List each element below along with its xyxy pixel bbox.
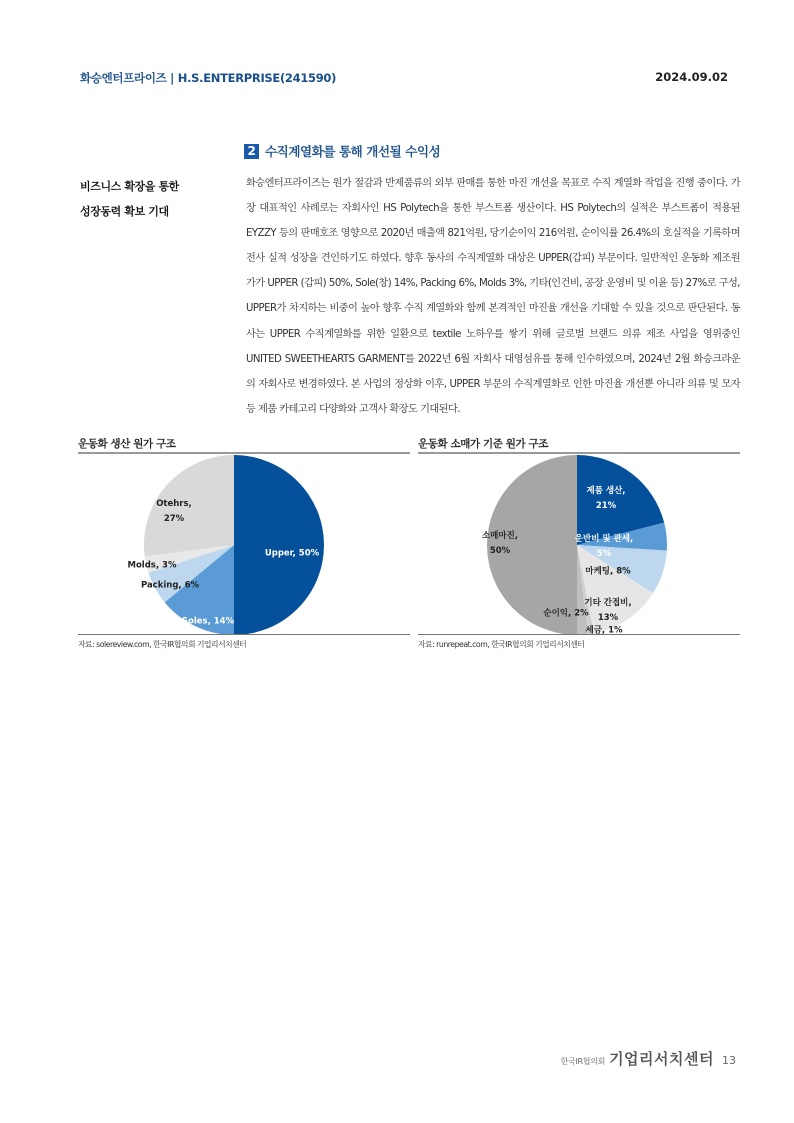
pie-slice-label: 기타 간접비, 13%: [584, 598, 632, 623]
chart-source: 자료: solereview.com, 한국IR협의회 기업리서치센터: [78, 640, 247, 649]
pie-slice-label: Otehrs, 27%: [156, 499, 192, 524]
chart-title: 운동화 소매가 기준 원가 구조: [418, 438, 548, 450]
footer-org-small: 한국IR협의회: [560, 1057, 606, 1066]
pie-chart: [78, 454, 410, 634]
pie-slice-label: Packing, 6%: [140, 580, 200, 591]
chart-retail-cost: [418, 436, 740, 650]
side-heading-line1: 비즈니스 확장을 통한: [80, 180, 179, 193]
chart-area: [418, 454, 740, 634]
chart-production-cost: [78, 436, 410, 650]
pie-slice-label: 제품 생산, 21%: [586, 486, 626, 511]
pie-slice-label: 세금, 1%: [585, 625, 623, 636]
section-number-badge: 2: [244, 144, 259, 159]
chart-area: [78, 454, 410, 634]
page-number: 13: [722, 1054, 736, 1067]
pie-slice-label: Upper, 50%: [264, 548, 320, 559]
pie-slice-label: Molds, 3%: [127, 560, 177, 571]
header-company: 화승엔터프라이즈 | H.S.ENTERPRISE(241590): [80, 71, 337, 85]
side-heading: [80, 174, 179, 224]
pie-slice-label: 순이익, 2%: [543, 608, 589, 619]
section-title: [244, 142, 440, 160]
footer-org-big: 기업리서치센터: [609, 1050, 714, 1068]
chart-title: 운동화 생산 원가 구조: [78, 438, 176, 450]
page-footer: [561, 1048, 736, 1069]
chart-source: 자료: runrepeat.com, 한국IR협의회 기업리서치센터: [418, 640, 585, 649]
pie-slice-label: 운반비 및 관세, 5%: [574, 534, 634, 559]
pie-slice-label: 마케팅, 8%: [585, 566, 631, 577]
pie-slice: [234, 455, 324, 634]
side-heading-line2: 성장동력 확보 기대: [80, 205, 169, 218]
section-title-text: 수직계열화를 통해 개선될 수익성: [265, 144, 441, 159]
pie-slice-label: 소매마진, 50%: [481, 531, 519, 556]
header-date: 2024.09.02: [655, 70, 728, 84]
body-paragraph: [246, 171, 740, 422]
body-paragraph-text: 화승엔터프라이즈는 원가 절감과 반제품류의 외부 판매를 통한 마진 개선을 목표로 수직 계열화 작업을 진행 중이다. 가장 대표적인 사례로는 자회사인 HS Polytech을 통한 부스트폼 생산이다. HS Polytech의 실적은 부스트폼이 적용된 EYZZY 등의 판매호조 영향으로 2020년 매출액 821억원, 당기순이익 216억원, 순이익률 26.4%의 호실적을 기록하며 전사 실적 성장을 견인하기도 하였다. 향후 동사의 수직계열화 대상은 UPPER(갑피) 부문이다. 일반적인 운동화 제조원가가 UPPER (갑피) 50%, Sole(창) 14%, Packing 6%, Molds 3%, 기타(인건비, 공장 운영비 및 이윤 등) 27%로 구성, UPPER가 차지하는 비중이 높아 향후 수직 계열화와 함께 본격적인 마진율 개선을 기대할 수 있을 것으로 판단된다. 동사는 UPPER 수직계열화를 위한 일환으로 textile 노하우를 쌓기 위해 글로벌 브랜드 의류 제조 사업을 영위중인 UNITED SWEETHEARTS GARMENT를 2022년 6월 자회사 대영섬유를 통해 인수하였으며, 2024년 2월 화승크라운의 자회사로 변경하였다. 본 사업의 정상화 이후, UPPER 부문의 수직계열화로 인한 마진율 개선뿐 아니라 의류 및 모자 등 제품 카테고리 다양화와 고객사 확장도 기대된다.: [246, 178, 740, 415]
pie-slice-label: Soles, 14%: [181, 616, 235, 627]
